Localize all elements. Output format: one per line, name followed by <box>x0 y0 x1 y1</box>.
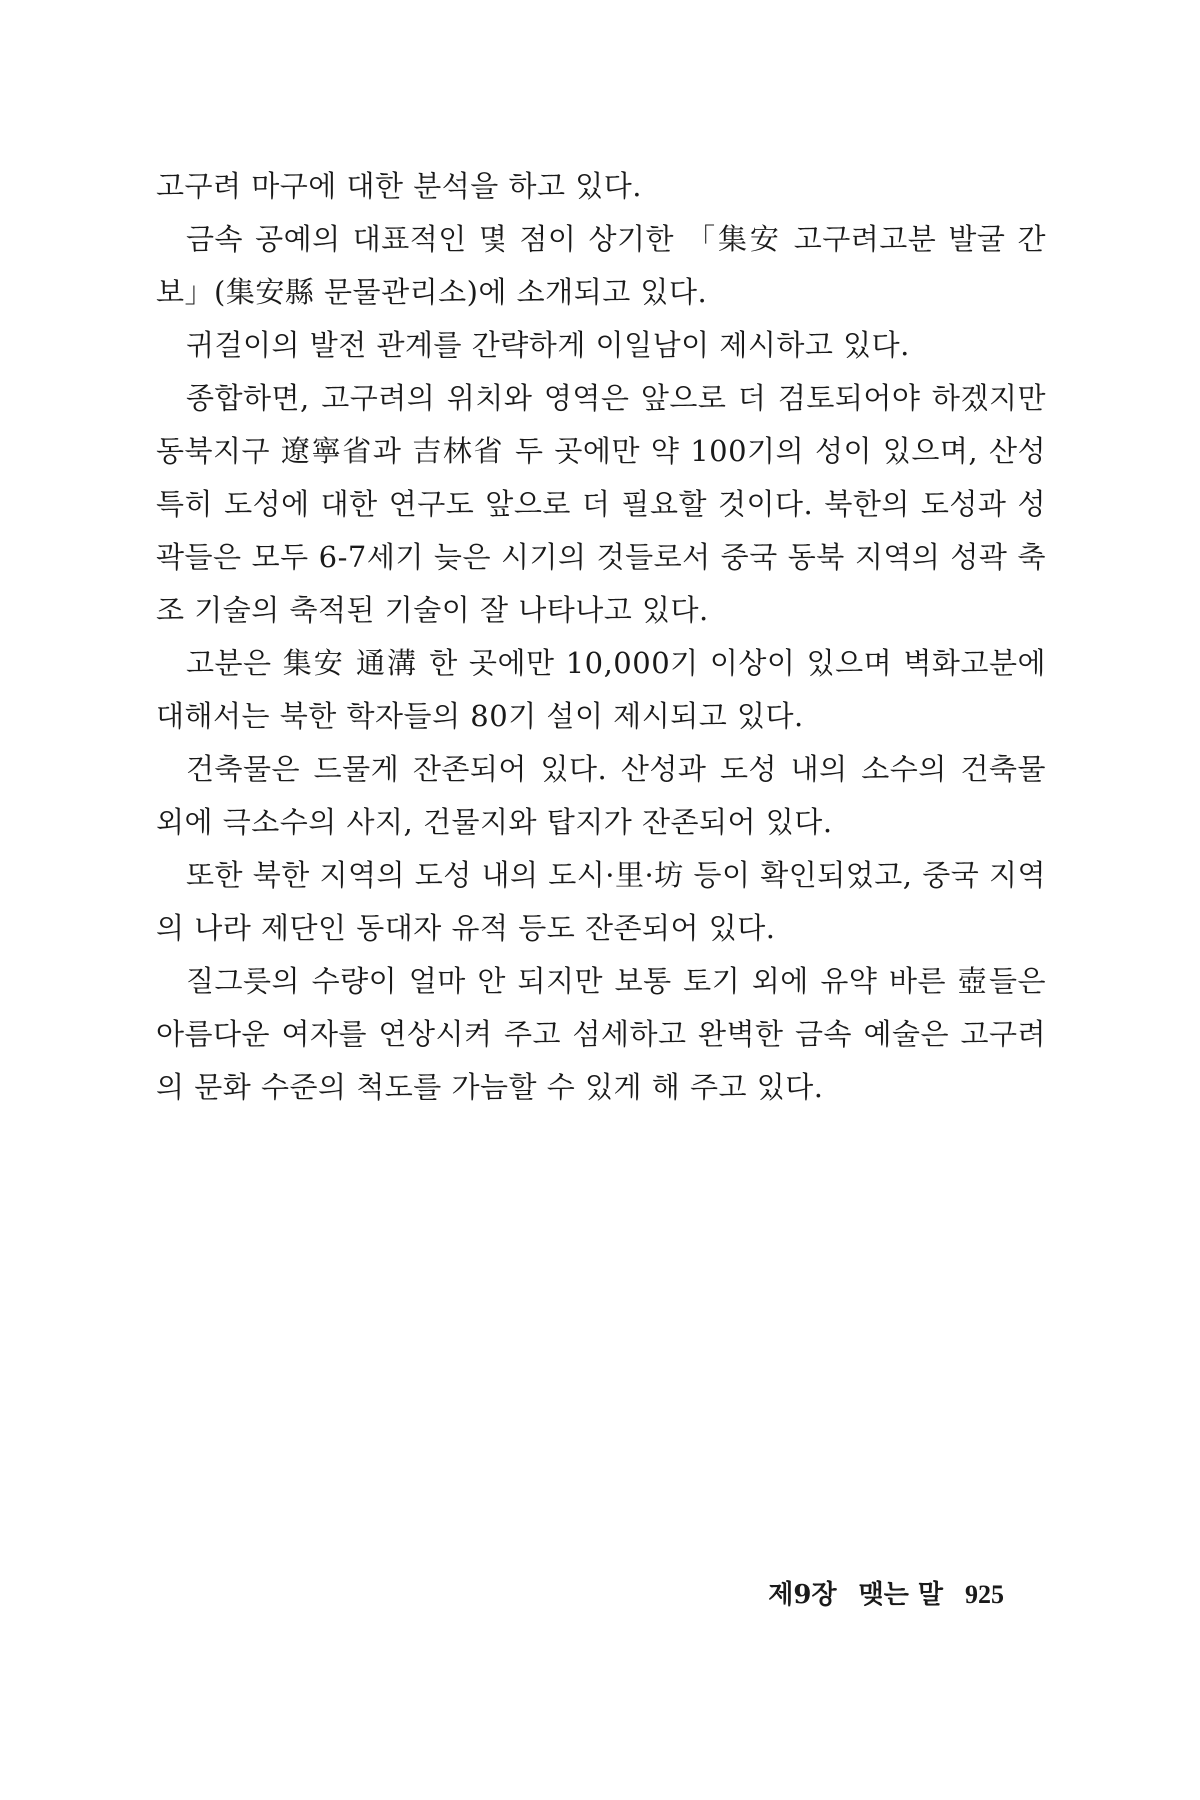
running-footer <box>768 1574 1004 1611</box>
chapter-title: 맺는 말 <box>858 1580 943 1610</box>
paragraph-1: 고구려 마구에 대한 분석을 하고 있다. <box>156 169 643 203</box>
paragraph-2: 금속 공예의 대표적인 몇 점이 상기한 「集安 고구려고분 발굴 간보」(集安縣 문물관리소)에 소개되고 있다. <box>156 222 1046 309</box>
body-text <box>156 160 1046 1114</box>
paragraph-5: 고분은 集安 通溝 한 곳에만 10,000기 이상이 있으며 벽화고분에 대해서는 북한 학자들의 80기 설이 제시되고 있다. <box>156 646 1046 733</box>
chapter-label: 제9장 <box>768 1580 837 1610</box>
page-number: 925 <box>965 1580 1004 1609</box>
paragraph-6: 건축물은 드물게 잔존되어 있다. 산성과 도성 내의 소수의 건축물 외에 극소수의 사지, 건물지와 탑지가 잔존되어 있다. <box>156 752 1046 839</box>
paragraph-7: 또한 북한 지역의 도성 내의 도시·里·坊 등이 확인되었고, 중국 지역의 나라 제단인 동대자 유적 등도 잔존되어 있다. <box>156 858 1046 945</box>
paragraph-3: 귀걸이의 발전 관계를 간략하게 이일남이 제시하고 있다. <box>186 328 910 362</box>
paragraph-8: 질그릇의 수량이 얼마 안 되지만 보통 토기 외에 유약 바른 壺들은 아름다운 여자를 연상시켜 주고 섬세하고 완벽한 금속 예술은 고구려의 문화 수준의 척도를 가늠할 수 있게 해 주고 있다. <box>156 964 1046 1104</box>
paragraph-4: 종합하면, 고구려의 위치와 영역은 앞으로 더 검토되어야 하겠지만 동북지구 遼寧省과 吉林省 두 곳에만 약 100기의 성이 있으며, 산성 특히 도성에 대한 연구도 앞으로 더 필요할 것이다. 북한의 도성과 성곽들은 모두 6-7세기 늦은 시기의 것들로서 중국 동북 지역의 성곽 축조 기술의 축적된 기술이 잘 나타나고 있다. <box>156 381 1046 627</box>
